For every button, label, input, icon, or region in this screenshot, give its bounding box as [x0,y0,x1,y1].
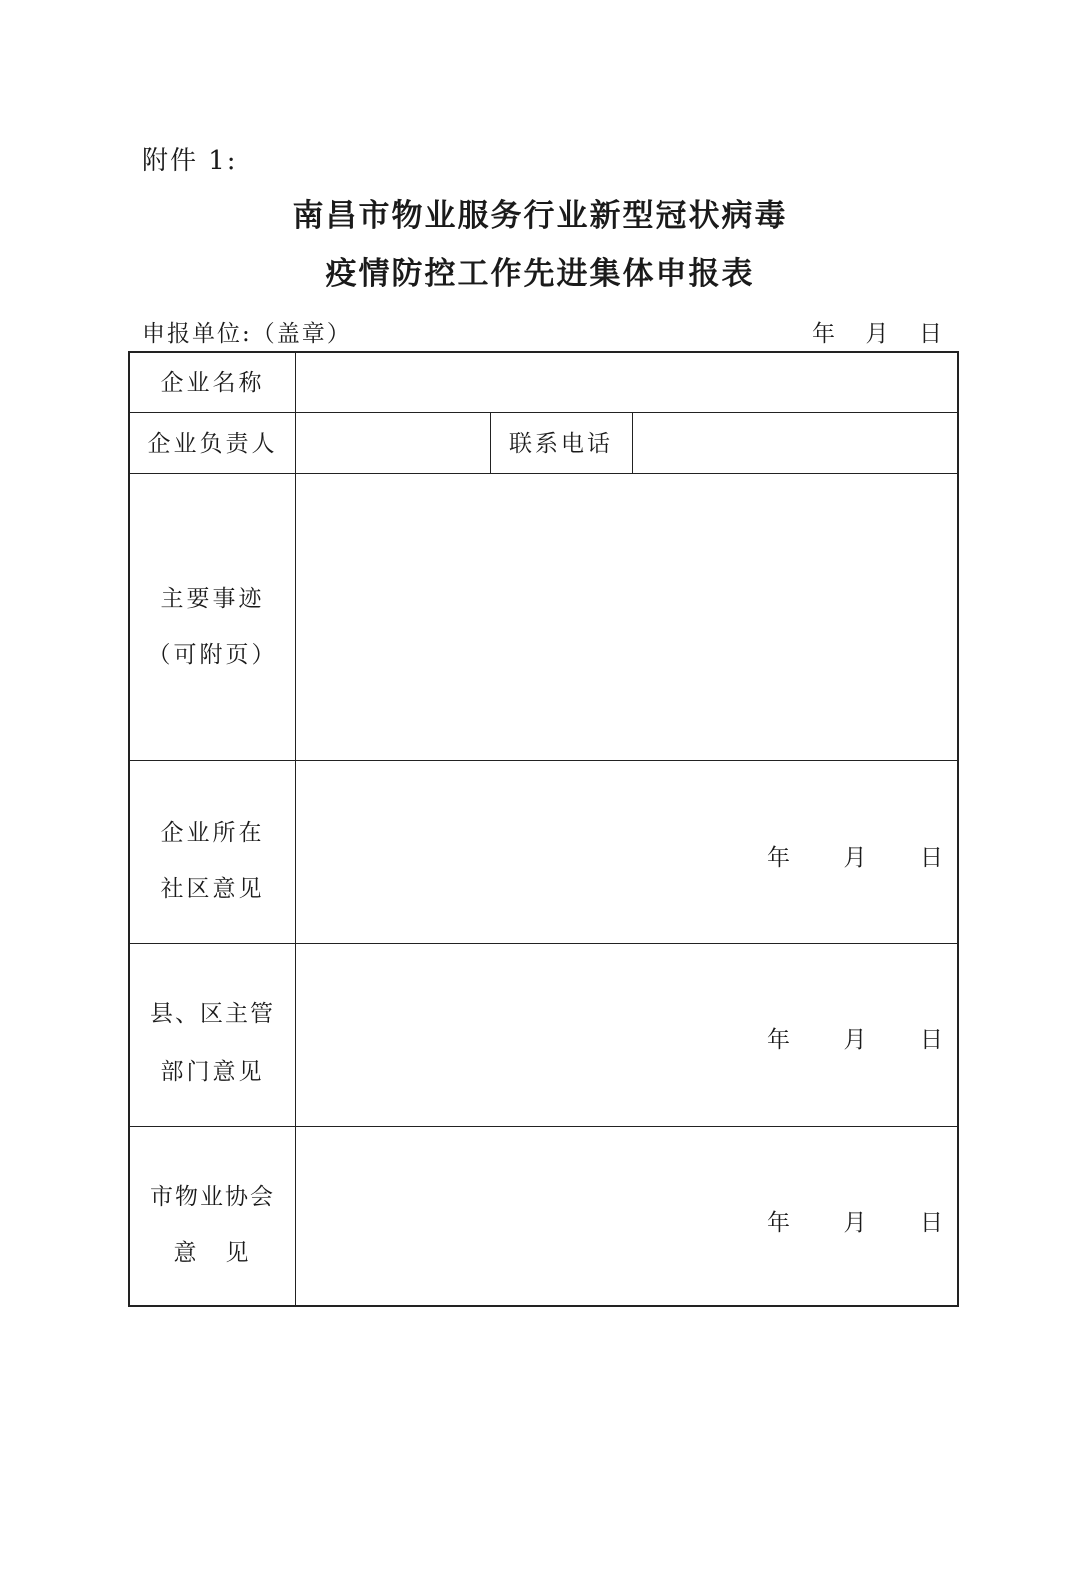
county-opinion-label-line-1: 县、区主管 [150,1001,275,1027]
contact-phone-label: 联系电话 [509,431,613,457]
date-day: 日 [920,845,943,871]
row-divider [130,412,957,413]
date-year: 年 [767,845,790,871]
header-date-day: 日 [919,321,942,347]
application-form-table [128,351,959,1307]
header-date [812,315,942,348]
company-name-field[interactable] [297,353,959,412]
date-month: 月 [843,1027,867,1053]
applicant-unit-label: 申报单位:（盖章） [142,321,352,347]
date-year: 年 [767,1027,790,1053]
community-opinion-label-line-2: 社区意见 [160,876,265,902]
main-deeds-attach-note: （可附页） [147,642,278,668]
row-divider [130,473,957,474]
row-divider [130,760,957,761]
main-deeds-label: 主要事迹 [160,586,265,612]
row-divider [130,1126,957,1127]
form-title-line-2: 疫情防控工作先进集体申报表 [325,256,755,292]
company-name-label: 企业名称 [160,370,265,396]
attachment-label: 附件 1: [142,146,238,176]
county-opinion-label-line-2: 部门意见 [160,1059,265,1085]
form-title-line-1: 南昌市物业服务行业新型冠状病毒 [292,198,788,234]
header-date-month: 月 [865,321,889,347]
date-day: 日 [920,1027,943,1053]
community-opinion-date [767,839,943,872]
contact-phone-field[interactable] [634,414,959,473]
county-opinion-date [767,1021,943,1054]
date-month: 月 [843,1210,867,1236]
date-day: 日 [920,1210,943,1236]
community-opinion-label-line-1: 企业所在 [160,820,265,846]
row-divider [130,943,957,944]
date-year: 年 [767,1210,790,1236]
company-leader-label: 企业负责人 [147,431,278,457]
main-deeds-field[interactable] [297,475,959,760]
association-opinion-date [767,1204,943,1237]
company-leader-field[interactable] [297,414,489,473]
association-opinion-label-line-2: 意 见 [173,1240,252,1266]
association-opinion-label-line-1: 市物业协会 [150,1184,275,1210]
phone-label-right-divider [632,413,633,473]
date-month: 月 [843,845,867,871]
header-date-year: 年 [812,321,835,347]
label-column-divider [295,353,296,1307]
